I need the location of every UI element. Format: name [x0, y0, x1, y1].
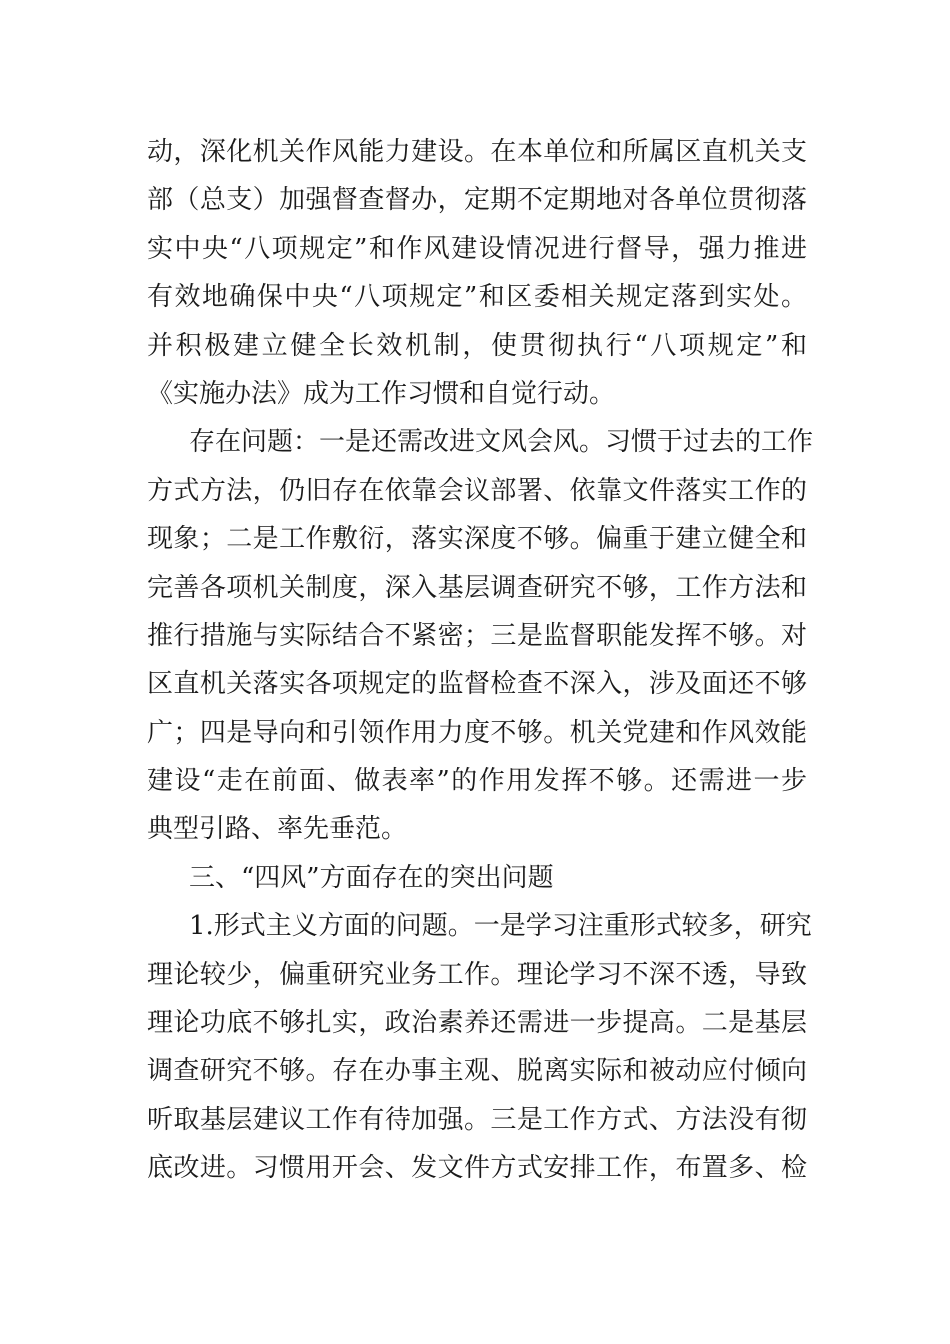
text-line-2: 部（总支）加强督查督办，定期不定期地对各单位贯彻落 — [147, 185, 807, 216]
text-line-10: 完善各项机关制度，深入基层调查研究不够，工作方法和 — [147, 572, 807, 603]
body-text — [147, 128, 814, 1193]
text-line-7: 存在问题：一是还需改进文风会风。习惯于过去的工作 — [189, 427, 814, 458]
section-heading: 三、“四风”方面存在的突出问题 — [189, 862, 554, 893]
text-line-21: 听取基层建议工作有待加强。三是工作方式、方法没有彻 — [147, 1104, 807, 1135]
text-line-14: 建设“走在前面、做表率”的作用发挥不够。还需进一步 — [147, 766, 807, 797]
text-line-12: 区直机关落实各项规定的监督检查不深入，涉及面还不够 — [147, 669, 807, 700]
text-line-17: 1.形式主义方面的问题。一是学习注重形式较多，研究 — [189, 911, 812, 942]
text-line-1: 动，深化机关作风能力建设。在本单位和所属区直机关支 — [147, 137, 807, 167]
text-line-15: 典型引路、率先垂范。 — [147, 814, 408, 845]
text-line-5: 并积极建立健全长效机制，使贯彻执行“八项规定”和 — [147, 330, 807, 361]
text-line-18: 理论较少，偏重研究业务工作。理论学习不深不透，导致 — [147, 959, 807, 990]
text-line-22: 底改进。习惯用开会、发文件方式安排工作，布置多、检 — [147, 1153, 807, 1184]
text-line-9: 现象；二是工作敷衍，落实深度不够。偏重于建立健全和 — [147, 524, 807, 555]
text-line-11: 推行措施与实际结合不紧密；三是监督职能发挥不够。对 — [147, 620, 807, 651]
text-line-8: 方式方法，仍旧存在依靠会议部署、依靠文件落实工作的 — [147, 475, 807, 506]
text-line-20: 调查研究不够。存在办事主观、脱离实际和被动应付倾向 — [147, 1056, 807, 1087]
text-line-19: 理论功底不够扎实，政治素养还需进一步提高。二是基层 — [147, 1008, 807, 1039]
text-line-3: 实中央“八项规定”和作风建设情况进行督导，强力推进 — [147, 233, 807, 264]
text-line-6: 《实施办法》成为工作习惯和自觉行动。 — [147, 378, 616, 409]
text-line-13: 广；四是导向和引领作用力度不够。机关党建和作风效能 — [147, 717, 807, 748]
text-line-4: 有效地确保中央“八项规定”和区委相关规定落到实处。 — [147, 282, 807, 313]
